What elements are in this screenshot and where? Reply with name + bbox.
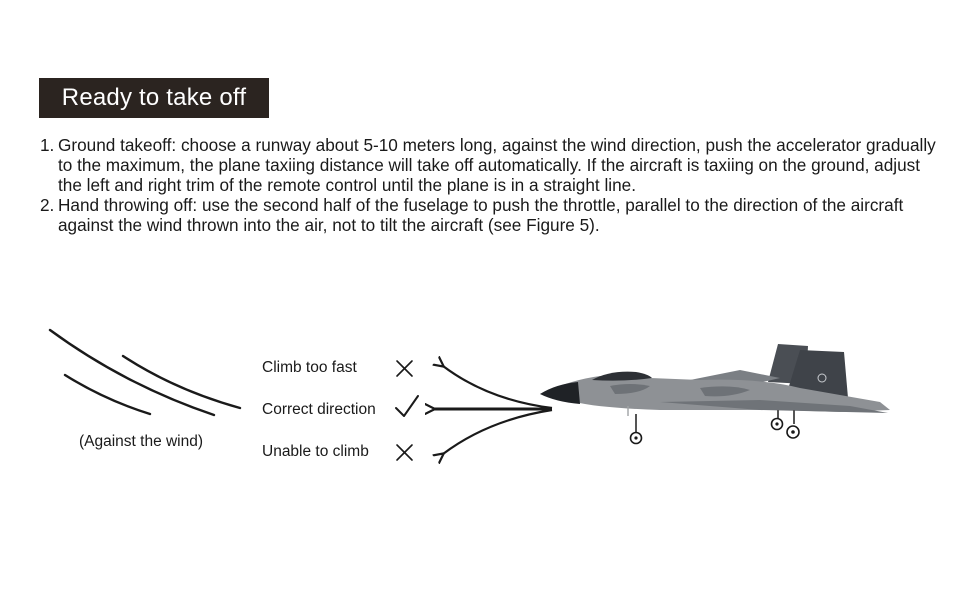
wind-line	[65, 375, 150, 414]
instruction-list	[40, 135, 940, 235]
step-text: Hand throwing off: use the second half of the fuselage to push the throttle, parallel to the direction of the aircraft against the wind thrown into the air, not to tilt the aircraft (see Figure 5).	[58, 195, 904, 235]
wrong-mark-icon	[397, 445, 412, 460]
step-number: 2.	[40, 195, 55, 215]
section-title: Ready to take off	[39, 78, 269, 118]
direction-label-correct: Correct direction	[262, 401, 376, 418]
direction-label-climb-too-fast: Climb too fast	[262, 359, 357, 376]
aircraft-icon	[540, 344, 890, 444]
arrow-unable-to-climb-icon	[443, 410, 552, 454]
takeoff-direction-diagram	[0, 310, 970, 490]
direction-label-unable-to-climb: Unable to climb	[262, 443, 369, 460]
wind-line	[123, 356, 240, 408]
direction-arrows	[434, 366, 552, 454]
wind-lines-icon	[50, 330, 240, 415]
arrow-climb-too-fast-icon	[443, 366, 552, 408]
step-text: Ground takeoff: choose a runway about 5-10 meters long, against the wind direction, push the accelerator gradually to the maximum, the plane taxiing distance will take off automatically. If the aircraft is taxiing on the ground, adjust the left and right trim of the remote control until the plane is in a straight line.	[58, 135, 936, 195]
wrong-mark-icon	[397, 361, 412, 376]
instruction-step-hand-throw	[40, 195, 940, 235]
check-mark-icon	[396, 396, 418, 416]
instruction-step-ground-takeoff	[40, 135, 940, 195]
wind-label: (Against the wind)	[78, 433, 204, 450]
step-number: 1.	[40, 135, 55, 155]
wind-line	[50, 330, 214, 415]
